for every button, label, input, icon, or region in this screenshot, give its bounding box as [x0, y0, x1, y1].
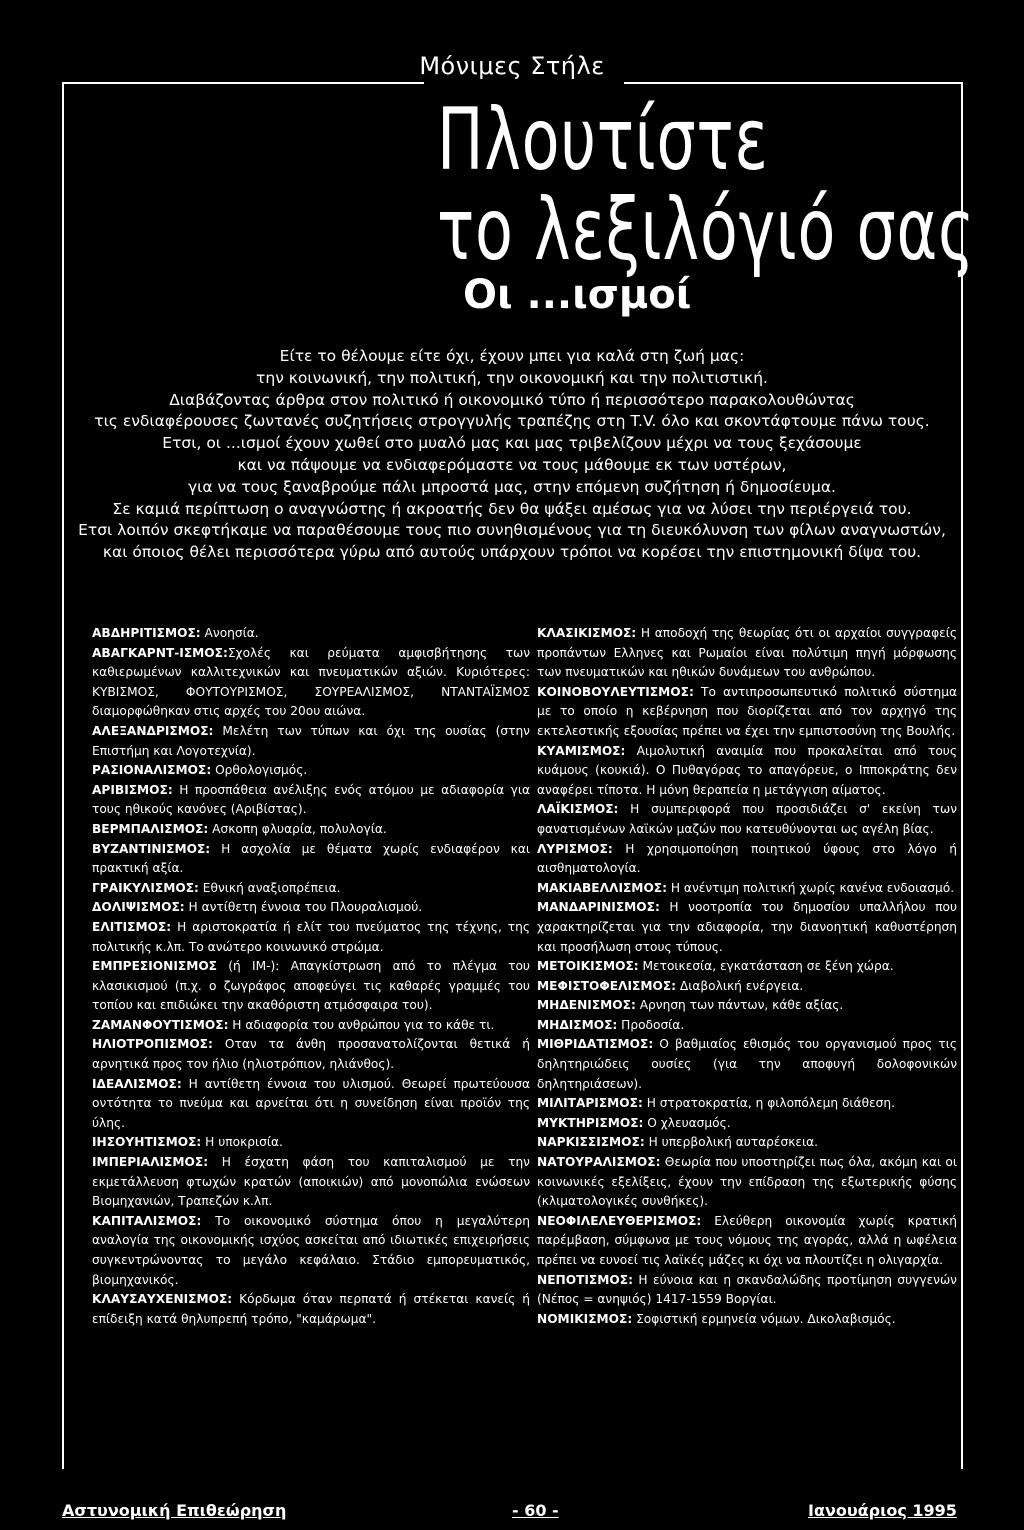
glossary-column-left: [92, 624, 530, 1329]
entry-definition: Η συμπεριφορά που προσιδιάζει σ' εκείνη των φανατισμένων λαϊκών μαζών που κατευθύνονται ως αγέλη βίας.: [537, 802, 957, 836]
intro-line: Ετσι λοιπόν σκεφτήκαμε να παραθέσουμε τους πιο συνηθισμένους για τη διευκόλυνση των φίλων αναγνωστών,: [78, 521, 946, 540]
entry-term: ΑΛΕΞΑΝΔΡΙΣΜΟΣ:: [92, 723, 214, 738]
footer-page-number: - 60 -: [512, 1501, 559, 1520]
entry-term: ΜΗΔΙΣΜΟΣ:: [537, 1017, 618, 1032]
entry-definition: Η υποκρισία.: [201, 1135, 283, 1150]
intro-line: την κοινωνική, την πολιτική, την οικονομική και την πολιτιστική.: [256, 368, 768, 387]
entry-term: ΕΛΙΤΙΣΜΟΣ:: [92, 919, 172, 934]
glossary-column-right: [537, 624, 957, 1329]
entry-definition: Εθνική αναξιοπρέπεια.: [198, 880, 341, 895]
glossary-entry: [537, 840, 957, 879]
footer-date: Ιανουάριος 1995: [808, 1501, 957, 1520]
glossary-entry: [537, 898, 957, 957]
entry-term: ΛΑΪΚΙΣΜΟΣ:: [537, 802, 619, 817]
glossary-entry: [92, 1290, 530, 1329]
entry-definition: Οταν τα άνθη προσανατολίζονται θετικά ή αρνητικά προς τον ήλιο (ηλιοτρόπιον, ηλιάνθος).: [92, 1037, 530, 1072]
entry-definition: Ο χλευασμός.: [643, 1115, 731, 1130]
entry-definition: Αιμολυτική αναιμία που προκαλείται από τους κυάμους (κουκιά). Ο Πυθαγόρας το απαγόρευε, ο Ιπποκράτης δεν αναφέρει τίποτα. Η μόνη θεραπεία η μετάγγιση αίματος.: [537, 743, 957, 797]
entry-definition: (ή ΙΜ-): Απαγκίστρωση από το πλέγμα του κλασικισμού (π.χ. ο ζωγράφος αποφεύγει τις καθαρές γραμμές του τοπίου και επιδιώκει την ακαθόριστη ατμόσφαιρα του).: [92, 959, 530, 1013]
glossary-entry: [92, 644, 530, 722]
glossary-entry: [537, 800, 957, 839]
entry-term: ΜΕΦΙΣΤΟΦΕΛΙΣΜΟΣ:: [537, 978, 677, 993]
entry-term: ΓΡΑΙΚΥΛΙΣΜΟΣ:: [92, 880, 199, 895]
intro-line: τις ενδιαφέρουσες ζωντανές συζητήσεις στρογγυλής τραπέζης στη T.V. όλο και σκοντάφτουμε πάνω τους.: [94, 412, 930, 431]
glossary-entry: [537, 1035, 957, 1094]
glossary-entry: [92, 898, 530, 918]
entry-term: ΑΒΑΓΚΑΡΝΤ-ΙΣΜΟΣ:: [92, 645, 228, 660]
entry-definition: Η αντίθετη έννοια του Πλουραλισμού.: [184, 900, 423, 915]
glossary-entry: [537, 1153, 957, 1212]
entry-term: ΑΡΙΒΙΣΜΟΣ:: [92, 782, 173, 797]
glossary-entry: [537, 624, 957, 683]
glossary-entry: [537, 1212, 957, 1271]
entry-term: ΗΛΙΟΤΡΟΠΙΣΜΟΣ:: [92, 1037, 213, 1052]
glossary-entry: [537, 1310, 957, 1330]
entry-definition: Διαβολική ενέργεια.: [676, 978, 804, 993]
glossary-entry: [92, 1016, 530, 1036]
entry-definition: Θεωρία που υποστηρίζει πως όλα, ακόμη και οι κοινωνικές εξελίξεις, έχουν την επίδραση της εξωτερικής φύσης (κλιματολογικές συνθήκες).: [537, 1155, 957, 1209]
intro-line: και όποιος θέλει περισσότερα γύρω από αυτούς υπάρχουν τρόποι να κορέσει την επιστημονική δίψα του.: [102, 543, 922, 562]
entry-term: ΜΕΤΟΙΚΙΣΜΟΣ:: [537, 959, 639, 974]
entry-definition: Η νοοτροπία του δημοσίου υπαλλήλου που χαρακτηρίζεται για την αδιαφορία, την διανοητική καθυστέρηση και προσήλωση στους τύπους.: [537, 900, 957, 954]
glossary-entry: [92, 820, 530, 840]
entry-term: ΕΜΠΡΕΣΙΟΝΙΣΜΟΣ: [92, 959, 218, 974]
glossary-entry: [92, 1133, 530, 1153]
glossary-entry: [537, 742, 957, 801]
entry-definition: Η έσχατη φάση του καπιταλισμού με την εκμετάλλευση φτωχών κρατών (αποικιών) από μονοπώλια ενώσεων Βιομηχανιών, Τραπεζών κ.λπ.: [92, 1155, 530, 1209]
entry-definition: Προδοσία.: [617, 1017, 685, 1032]
glossary-entry: [537, 879, 957, 899]
glossary-entry: [92, 957, 530, 1016]
entry-definition: Η χρησιμοποίηση ποιητικού ύφους στο λόγο ή αισθηματολογία.: [537, 841, 957, 876]
entry-definition: Η αποδοχή της θεωρίας ότι οι αρχαίοι συγγραφείς προπάντων Ελληνες και Ρωμαίοι είναι πολύτιμη πηγή μόρφωσης των πνευματικών και ηθικών δυνάμεων του ανθρώπου.: [537, 626, 957, 680]
entry-definition: Το οικονομικό σύστημα όπου η μεγαλύτερη αναλογία της οικονομικής ισχύος ασκείται από ιδιωτικές επιχειρήσεις συγκεντρώνοντας το μεγάλο κεφάλαιο. Στάδιο εμπορευματικός, βιομηχανικός.: [92, 1213, 530, 1287]
glossary-entry: [92, 1035, 530, 1074]
entry-term: ΜΑΝΔΑΡΙΝΙΣΜΟΣ:: [537, 900, 660, 915]
glossary-entry: [92, 761, 530, 781]
entry-term: ΛΥΡΙΣΜΟΣ:: [537, 841, 613, 856]
entry-definition: Η ανέντιμη πολιτική χωρίς κανένα ενδοιασμό.: [667, 880, 955, 895]
page-subtitle: Οι ...ισμοί: [463, 272, 692, 318]
glossary-entry: [537, 1016, 957, 1036]
intro-line: Σε καμιά περίπτωση ο αναγνώστης ή ακροατής δεν θα ψάξει αμέσως για να λύσει την περιέργειά του.: [112, 499, 912, 518]
intro-line: για να τους ξαναβρούμε πάλι μπροστά μας, στην επόμενη συζήτηση ή δημοσίευμα.: [187, 477, 836, 496]
entry-term: ΚΑΠΙΤΑΛΙΣΜΟΣ:: [92, 1213, 202, 1228]
glossary-entry: [537, 957, 957, 977]
entry-term: ΝΟΜΙΚΙΣΜΟΣ:: [537, 1311, 633, 1326]
entry-definition: Σοφιστική ερμηνεία νόμων. Δικολαβισμός.: [632, 1311, 896, 1326]
entry-definition: Η αδιαφορία του ανθρώπου για το κάθε τι.: [228, 1017, 495, 1032]
glossary-entry: [92, 879, 530, 899]
entry-definition: Η αριστοκρατία ή ελίτ του πνεύματος της τέχνης, της πολιτικής κ.λπ. Το ανώτερο κοινωνικό στρώμα.: [92, 919, 530, 954]
title-line-1: Πλουτίστε: [437, 90, 769, 190]
entry-definition: Η αντίθετη έννοια του υλισμού. Θεωρεί πρωτεύουσα οντότητα το πνεύμα και αρνείται ότι η συνείδηση είναι προϊόν της ύλης.: [92, 1076, 530, 1130]
entry-term: ΑΒΔΗΡΙΤΙΣΜΟΣ:: [92, 626, 201, 640]
intro-text: [72, 346, 952, 564]
entry-term: ΖΑΜΑΝΦΟΥΤΙΣΜΟΣ:: [92, 1017, 229, 1032]
entry-term: ΜΑΚΙΑΒΕΛΛΙΣΜΟΣ:: [537, 880, 667, 895]
entry-definition: Η εύνοια και η σκανδαλώδης προτίμηση συγγενών (Νέπος = ανηψιός) 1417-1559 Βοργίαι.: [537, 1272, 957, 1307]
entry-definition: Ασκοπη φλυαρία, πολυλογία.: [208, 821, 387, 836]
intro-line: Διαβάζοντας άρθρα στον πολιτικό ή οικονομικό τύπο ή περισσότερο παρακολουθώντας: [169, 390, 855, 409]
entry-term: ΜΥΚΤΗΡΙΣΜΟΣ:: [537, 1115, 644, 1130]
entry-term: ΜΙΘΡΙΔΑΤΙΣΜΟΣ:: [537, 1037, 654, 1052]
entry-term: ΙΜΠΕΡΙΑΛΙΣΜΟΣ:: [92, 1155, 209, 1170]
entry-definition: Μελέτη των τύπων και όχι της ουσίας (στην Επιστήμη και Λογοτεχνία).: [92, 723, 530, 758]
entry-definition: Η ασχολία με θέματα χωρίς ενδιαφέρον και πρακτική αξία.: [92, 841, 530, 876]
glossary-entry: [92, 918, 530, 957]
glossary-entry: [537, 1114, 957, 1134]
section-label: Μόνιμες Στήλε: [419, 52, 605, 80]
entry-term: ΚΛΑΥΣΑΥΧΕΝΙΣΜΟΣ:: [92, 1292, 233, 1307]
entry-term: ΒΕΡΜΠΑΛΙΣΜΟΣ:: [92, 821, 209, 836]
glossary-entry: [537, 1094, 957, 1114]
glossary-entry: [92, 1075, 530, 1134]
entry-definition: Μετοικεσία, εγκατάσταση σε ξένη χώρα.: [638, 959, 894, 974]
entry-definition: Η στρατοκρατία, η φιλοπόλεμη διάθεση.: [642, 1096, 895, 1111]
intro-line: Είτε το θέλουμε είτε όχι, έχουν μπει για καλά στη ζωή μας:: [279, 347, 745, 365]
entry-term: ΒΥΖΑΝΤΙΝΙΣΜΟΣ:: [92, 841, 211, 856]
glossary-entry: [92, 840, 530, 879]
title-line-2: το λεξιλόγιό σας: [437, 180, 976, 280]
entry-definition: Η υπερβολική αυταρέσκεια.: [644, 1135, 819, 1150]
intro-line: και να πάψουμε να ενδιαφερόμαστε να τους μάθουμε εκ των υστέρων,: [237, 455, 787, 474]
entry-term: ΙΗΣΟΥΗΤΙΣΜΟΣ:: [92, 1135, 202, 1150]
entry-definition: Ελεύθερη οικονομία χωρίς κρατική παρέμβαση, σύμφωνα με τους νόμους της αγοράς, αλλά η ωφέλεια πρέπει να ευνοεί τις λαϊκές μάζες κι όχι να πλουτίζει η ολιγαρχία.: [537, 1213, 957, 1267]
entry-term: ΝΕΠΟΤΙΣΜΟΣ:: [537, 1272, 633, 1287]
entry-term: ΜΗΔΕΝΙΣΜΟΣ:: [537, 998, 636, 1013]
glossary-entry: [537, 1133, 957, 1153]
glossary-entry: [537, 996, 957, 1016]
entry-definition: Η προσπάθεια ανέλιξης ενός ατόμου με αδιαφορία για τους ηθικούς κανόνες (Αριβίστας).: [92, 782, 530, 817]
entry-definition: Αρνηση των πάντων, κάθε αξίας.: [635, 998, 844, 1013]
glossary-entry: [92, 781, 530, 820]
glossary-entry: [92, 1153, 530, 1212]
entry-definition: Ορθολογισμός.: [211, 763, 308, 778]
entry-term: ΝΕΟΦΙΛΕΛΕΥΘΕΡΙΣΜΟΣ:: [537, 1213, 702, 1228]
entry-term: ΡΑΣΙΟΝΑΛΙΣΜΟΣ:: [92, 763, 212, 778]
entry-term: ΙΔΕΑΛΙΣΜΟΣ:: [92, 1076, 182, 1091]
entry-definition: Κόρδωμα όταν περπατά ή στέκεται κανείς ή επίδειξη κατά θηλυπρεπή τρόπο, "καμάρωμα".: [92, 1292, 530, 1326]
entry-definition: Σχολές και ρεύματα αμφισβήτησης των καθιερωμένων καλλιτεχνικών και πνευματικών αξιών. Κυριότερες: ΚΥΒΙΣΜΟΣ, ΦΟΥΤΟΥΡΙΣΜΟΣ, ΣΟΥΡΕΑΛΙΣΜΟΣ, ΝΤΑΝΤΑΪΣΜΟΣ διαμορφώθηκαν στις αρχές του 20ου αιώνα.: [92, 645, 530, 719]
entry-term: ΚΟΙΝΟΒΟΥΛΕΥΤΙΣΜΟΣ:: [537, 684, 694, 699]
entry-term: ΝΑΡΚΙΣΣΙΣΜΟΣ:: [537, 1135, 645, 1150]
page-title: [437, 90, 976, 280]
entry-definition: Το αντιπροσωπευτικό πολιτικό σύστημα με το οποίο η κεβέρνηση που διορίζεται από τον αρχηγό της εκτελεστικής εξουσίας πρέπει να έχει την εμπιστοσύνη της Βουλής.: [537, 684, 957, 738]
entry-term: ΚΥΑΜΙΣΜΟΣ:: [537, 743, 626, 758]
glossary-entry: [92, 624, 530, 644]
entry-term: ΚΛΑΣΙΚΙΣΜΟΣ:: [537, 626, 637, 640]
glossary-entry: [537, 1271, 957, 1310]
intro-line: Ετσι, οι ...ισμοί έχουν χωθεί στο μυαλό μας και μας τριβελίζουν μέχρι να τους ξεχάσουμε: [162, 434, 862, 453]
entry-term: ΝΑΤΟΥΡΑΛΙΣΜΟΣ:: [537, 1155, 661, 1170]
glossary-entry: [537, 683, 957, 742]
glossary-entry: [92, 722, 530, 761]
footer-publication: Αστυνομική Επιθεώρηση: [62, 1501, 287, 1520]
entry-term: ΔΟΛΙΨΙΣΜΟΣ:: [92, 900, 185, 915]
glossary-entry: [92, 1212, 530, 1290]
entry-definition: Ο βαθμιαίος εθισμός του οργανισμού προς τις δηλητηριώδεις ουσίες (για την αποφυγή δολοφονικών δηλητηριάσεων).: [537, 1037, 957, 1091]
glossary-entry: [537, 977, 957, 997]
entry-term: ΜΙΛΙΤΑΡΙΣΜΟΣ:: [537, 1096, 643, 1111]
entry-definition: Ανοησία.: [200, 626, 259, 640]
